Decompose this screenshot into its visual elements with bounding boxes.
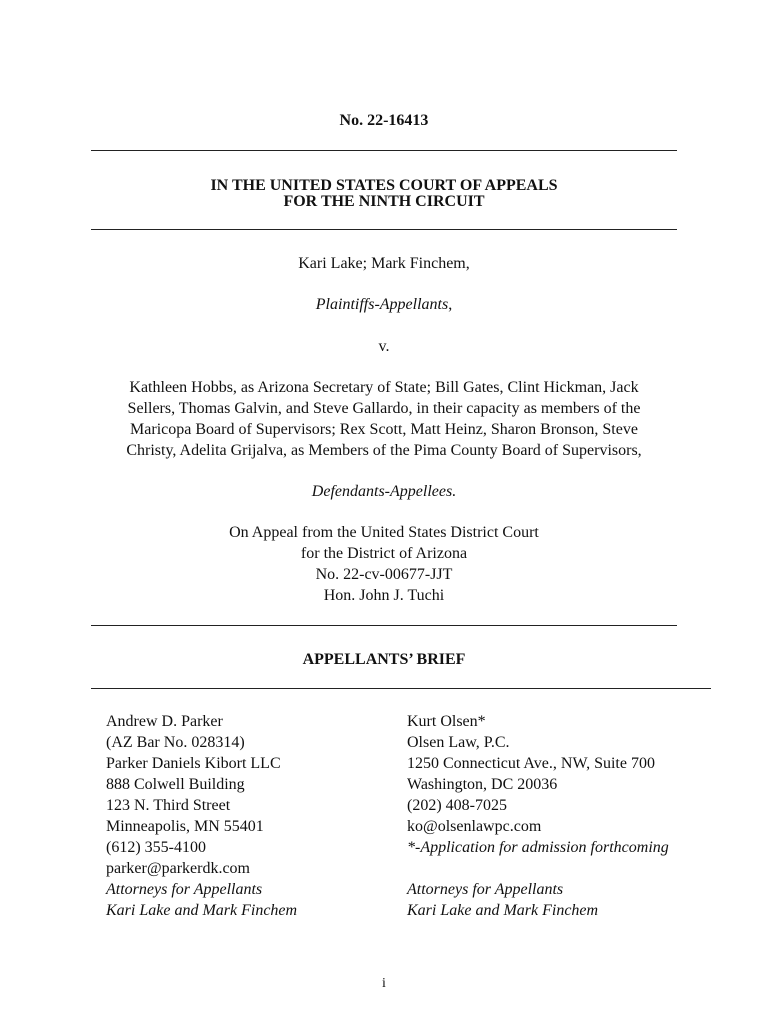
counsel-right-email: ko@olsenlawpc.com (407, 818, 542, 835)
counsel-left-clients: Kari Lake and Mark Finchem (106, 902, 298, 919)
counsel-left-line: (612) 355-4100 (106, 839, 206, 856)
appeal-line: for the District of Arizona (300, 545, 468, 562)
counsel-right-line: (202) 408-7025 (407, 797, 507, 814)
counsel-right-clients: Kari Lake and Mark Finchem (407, 902, 599, 919)
counsel-right-attorneys-for: Attorneys for Appellants (407, 881, 564, 898)
counsel-left-line: Parker Daniels Kibort LLC (106, 755, 281, 772)
counsel-left-attorneys-for: Attorneys for Appellants (106, 881, 263, 898)
counsel-right-line: Kurt Olsen* (407, 713, 486, 730)
versus: v. (378, 338, 390, 355)
plaintiffs-role-label: Plaintiffs-Appellants (315, 296, 449, 313)
counsel-left-line: (AZ Bar No. 028314) (106, 734, 245, 751)
appeal-line: No. 22-cv-00677-JJT (315, 566, 453, 583)
counsel-right-note: *-Application for admission forthcoming (407, 839, 669, 856)
divider (91, 150, 677, 151)
counsel-left-line: Andrew D. Parker (106, 713, 223, 730)
counsel-left-line: 123 N. Third Street (106, 797, 231, 814)
counsel-left-line: 888 Colwell Building (106, 776, 245, 793)
defendants-role: Defendants-Appellees. (311, 483, 457, 500)
counsel-left-email: parker@parkerdk.com (106, 860, 250, 877)
counsel-right-line: 1250 Connecticut Ave., NW, Suite 700 (407, 755, 655, 772)
divider (91, 688, 711, 689)
counsel-right-spacer (407, 858, 669, 879)
page-number: i (382, 976, 386, 991)
appeal-line: On Appeal from the United States District Court (229, 524, 539, 541)
counsel-right-block (407, 711, 669, 921)
divider (91, 625, 677, 626)
counsel-left-block (106, 711, 297, 921)
plaintiffs-role-suffix: , (448, 296, 453, 313)
counsel-left-line: Minneapolis, MN 55401 (106, 818, 264, 835)
defendants-line: Kathleen Hobbs, as Arizona Secretary of State; Bill Gates, Clint Hickman, Jack (129, 379, 639, 396)
plaintiffs-role (0, 294, 768, 315)
case-number: No. 22-16413 (339, 112, 429, 129)
court-name-line-1: IN THE UNITED STATES COURT OF APPEALS (210, 177, 558, 194)
brief-title: APPELLANTS’ BRIEF (302, 651, 466, 668)
counsel-right-line: Washington, DC 20036 (407, 776, 558, 793)
defendants-line: Sellers, Thomas Galvin, and Steve Gallardo, in their capacity as members of the (127, 400, 641, 417)
appeal-line: Hon. John J. Tuchi (323, 587, 445, 604)
defendants-line: Maricopa Board of Supervisors; Rex Scott, Matt Heinz, Sharon Bronson, Steve (130, 421, 638, 438)
plaintiffs-names: Kari Lake; Mark Finchem, (298, 255, 470, 272)
defendants-line: Christy, Adelita Grijalva, as Members of the Pima County Board of Supervisors, (126, 442, 642, 459)
counsel-right-line: Olsen Law, P.C. (407, 734, 510, 751)
divider (91, 229, 677, 230)
court-name-line-2: FOR THE NINTH CIRCUIT (283, 193, 485, 210)
